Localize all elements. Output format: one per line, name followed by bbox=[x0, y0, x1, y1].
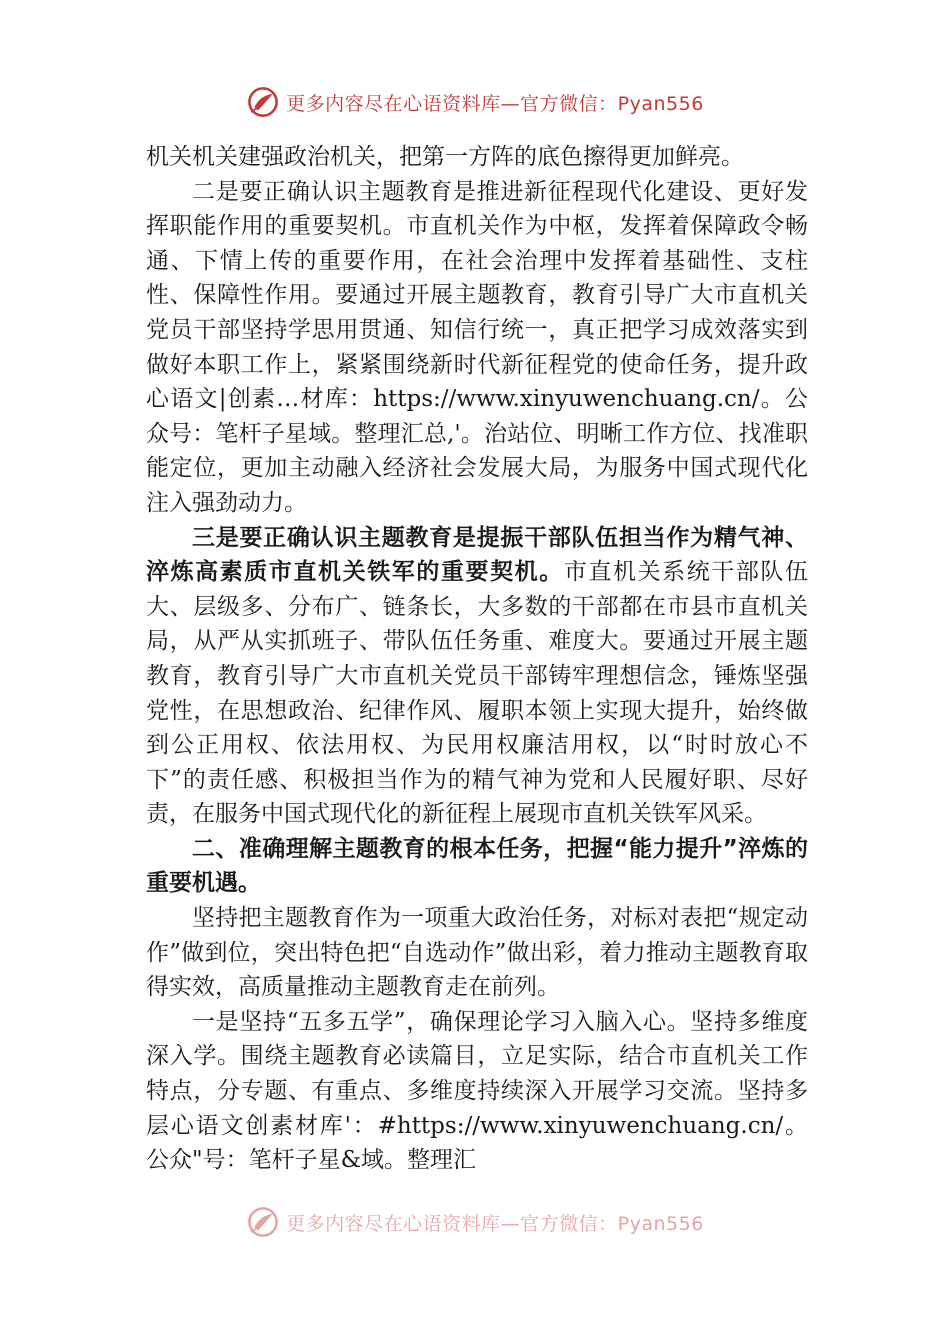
paragraph-3-body: 市直机关系统干部队伍大、层级多、分布广、链条长，大多数的干部都在市县市直机关局，从严从实抓班子、带队伍任务重、难度大。要通过开展主题教育，教育引导广大市直机关党员干部铸牢理想信念，锤炼坚强党性，在思想政治、纪律作风、履职本领上实现大提升，始终做到公正用权、依法用权、为民用权廉洁用权，以“时时放心不下”的责任感、积极担当作为的精气神为党和人民履好职、尽好责，在服务中国式现代化的新征程上展现市直机关铁军风采。 bbox=[146, 559, 809, 828]
paragraph-3-lead: 三是要正确认识主题教育是提振干部队伍担当作为精气神、淬炼高素质市直机关铁军的重要契机。 bbox=[146, 524, 808, 586]
watermark-footer bbox=[0, 1204, 950, 1240]
watermark-header bbox=[0, 84, 950, 120]
brand-logo-icon bbox=[246, 1205, 280, 1239]
paragraph-1: 机关机关建强政治机关，把第一方阵的底色擦得更加鲜亮。 bbox=[146, 144, 744, 170]
paragraph-2: 二是要正确认识主题教育是推进新征程现代化建设、更好发挥职能作用的重要契机。市直机关作为中枢，发挥着保障政令畅通、下情上传的重要作用，在社会治理中发挥着基础性、支柱性、保障性作用。要通过开展主题教育，教育引导广大市直机关党员干部坚持学思用贯通、知信行统一，真正把学习成效落实到做好本职工作上，紧紧围绕新时代新征程党的使命任务，提升政心语文|创素…材库：https://www.xinyuwenchuang.cn/。公众号：笔杆子星域。整理汇总,'。治站位、明晰工作方位、找准职能定位，更加主动融入经济社会发展大局，为服务中国式现代化注入强劲动力。 bbox=[146, 178, 808, 516]
paragraph-5: 一是坚持“五多五学”，确保理论学习入脑入心。坚持多维度深入学。围绕主题教育必读篇目，立足实际，结合市直机关工作特点，分专题、有重点、多维度持续深入开展学习交流。坚持多层心语文创素材库'：#https://www.xinyuwenchuang.cn/。公众"号：笔杆子星&域。整理汇 bbox=[146, 1008, 808, 1174]
watermark-text: 更多内容尽在心语资料库—官方微信：Pyan556 bbox=[286, 92, 704, 115]
watermark-text: 更多内容尽在心语资料库—官方微信：Pyan556 bbox=[286, 1212, 704, 1235]
section-heading: 二、准确理解主题教育的根本任务，把握“能力提升”淬炼的重要机遇。 bbox=[146, 835, 808, 897]
paragraph-4: 坚持把主题教育作为一项重大政治任务，对标对表把“规定动作”做到位，突出特色把“自选动作”做出彩，着力推动主题教育取得实效，高质量推动主题教育走在前列。 bbox=[146, 905, 808, 1001]
document-body bbox=[146, 140, 808, 1178]
paragraph-3 bbox=[146, 521, 808, 832]
brand-logo-icon bbox=[246, 85, 280, 119]
